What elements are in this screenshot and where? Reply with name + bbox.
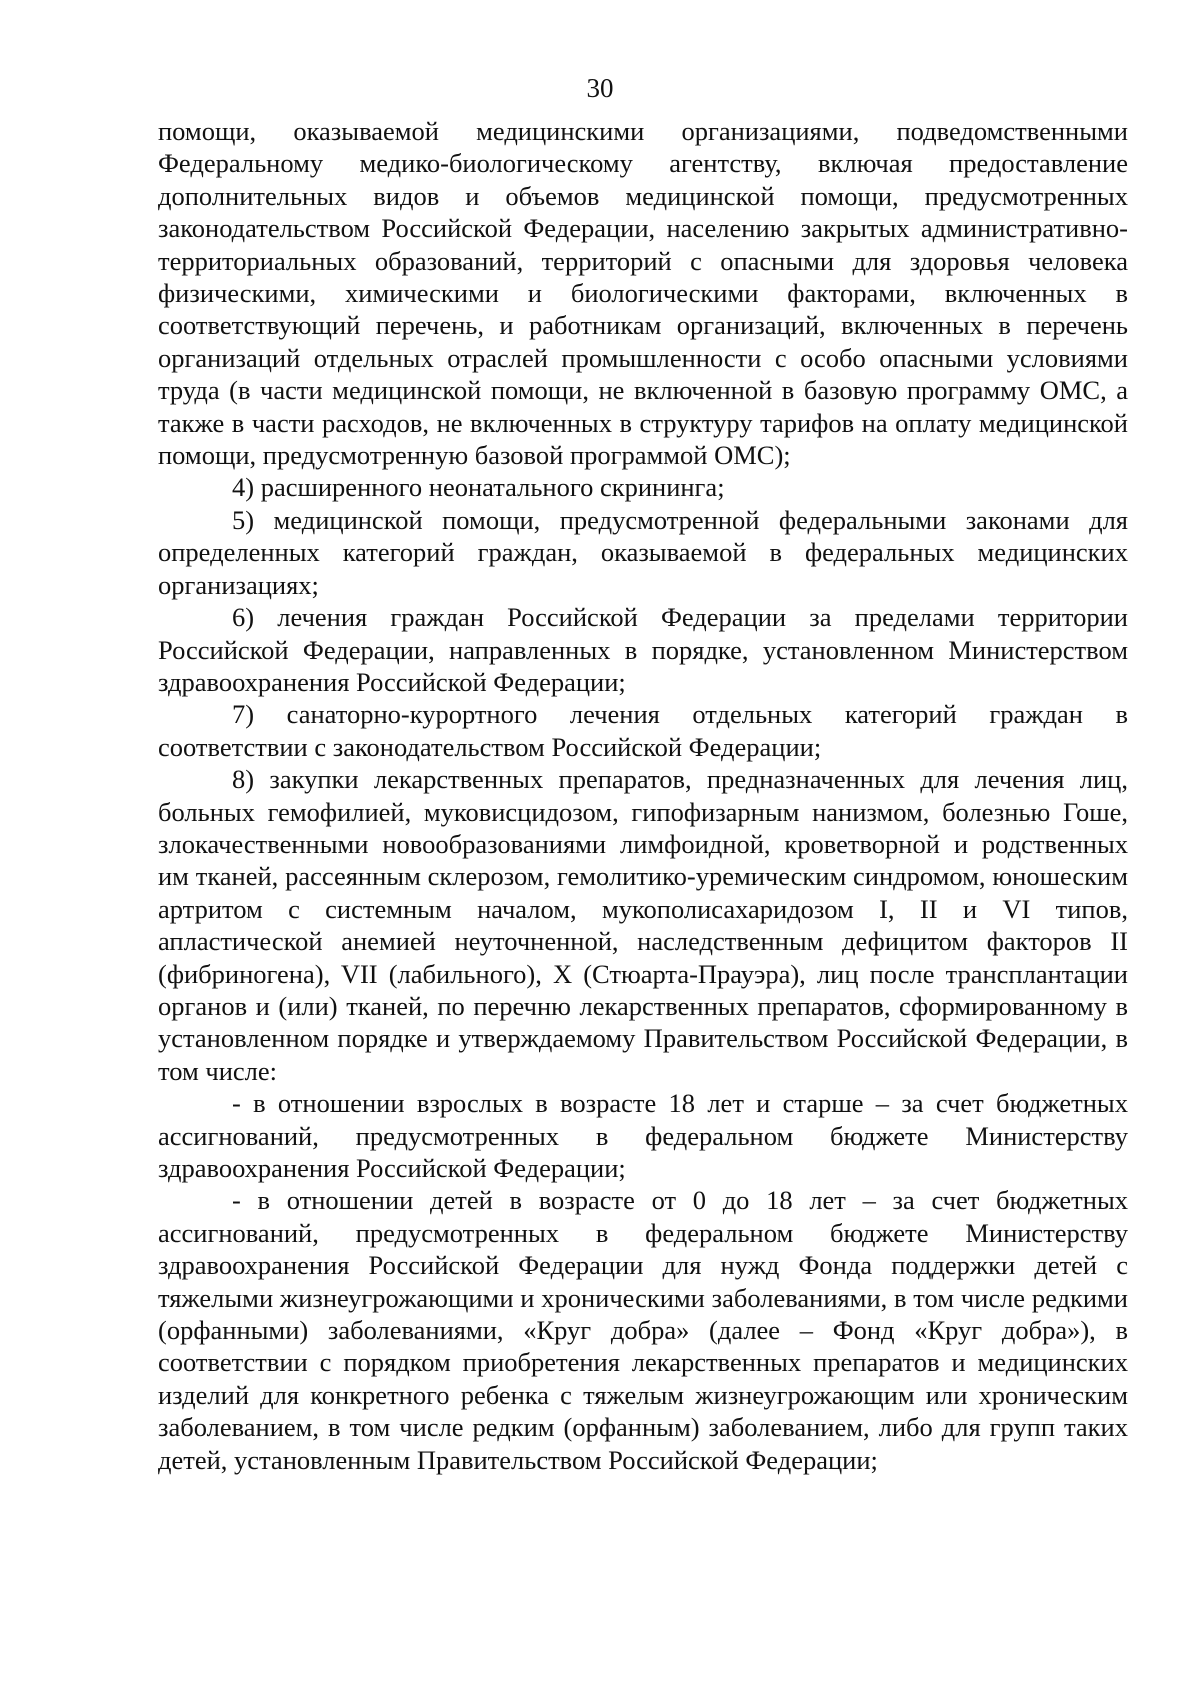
paragraph-item-5: 5) медицинской помощи, предусмотренной федеральными законами для определенных категорий граждан, оказываемой в федеральных медицинских организациях; [158,504,1128,600]
paragraph-item-6: 6) лечения граждан Российской Федерации за пределами территории Российской Федерации, направленных в порядке, установленном Министерством здравоохранения Российской Федерации; [158,602,1128,697]
paragraph-bullet-children: - в отношении детей в возрасте от 0 до 18 лет – за счет бюджетных ассигнований, предусмотренных в федеральном бюджете Министерству здравоохранения Российской Федерации для нужд Фонда поддержки детей с тяжелыми жизнеугрожающими и хроническими заболеваниями, в том числе редкими (орфанными) заболеваниями, «Круг добра» (далее – Фонд «Круг добра»), в соответствии с порядком приобретения лекарственных препаратов и медицинских изделий для конкретного ребенка с тяжелым жизнеугрожающим или хроническим заболеванием, в том числе редким (орфанным) заболеванием, либо для групп таких детей, установленным Правительством Российской Федерации; [158,1185,1128,1475]
paragraph-item-4: 4) расширенного неонатального скрининга; [232,472,725,503]
paragraph-item-7: 7) санаторно-курортного лечения отдельных категорий граждан в соответствии с законодательством Российской Федерации; [158,699,1128,762]
page-number: 30 [586,73,614,103]
paragraph-item-8: 8) закупки лекарственных препаратов, предназначенных для лечения лиц, больных гемофилией, муковисцидозом, гипофизарным нанизмом, болезнью Гоше, злокачественными новообразованиями лимфоидной, кроветворной и родственных им тканей, рассеянным склерозом, гемолитико-уремическим синдромом, юношеским артритом с системным началом, мукополисахаридозом I, II и VI типов, апластической анемией неуточненной, наследственным дефицитом факторов II (фибриногена), VII (лабильного), X (Стюарта-Прауэра), лиц после трансплантации органов и (или) тканей, по перечню лекарственных препаратов, сформированному в установленном порядке и утверждаемому Правительством Российской Федерации, в том числе: [158,764,1128,1086]
paragraph-bullet-adults: - в отношении взрослых в возрасте 18 лет и старше – за счет бюджетных ассигнований, предусмотренных в федеральном бюджете Министерству здравоохранения Российской Федерации; [158,1088,1128,1183]
document-body [158,115,1128,1476]
paragraph-continuation: помощи, оказываемой медицинскими организациями, подведомственными Федеральному медико-биологическому агентству, включая предоставление дополнительных видов и объемов медицинской помощи, предусмотренных законодательством Российской Федерации, населению закрытых административно-территориальных образований, территорий с опасными для здоровья человека физическими, химическими и биологическими факторами, включенных в соответствующий перечень, и работникам организаций, включенных в перечень организаций отдельных отраслей промышленности с особо опасными условиями труда (в части медицинской помощи, не включенной в базовую программу ОМС, а также в части расходов, не включенных в структуру тарифов на оплату медицинской помощи, предусмотренную базовой программой ОМС); [158,116,1128,471]
